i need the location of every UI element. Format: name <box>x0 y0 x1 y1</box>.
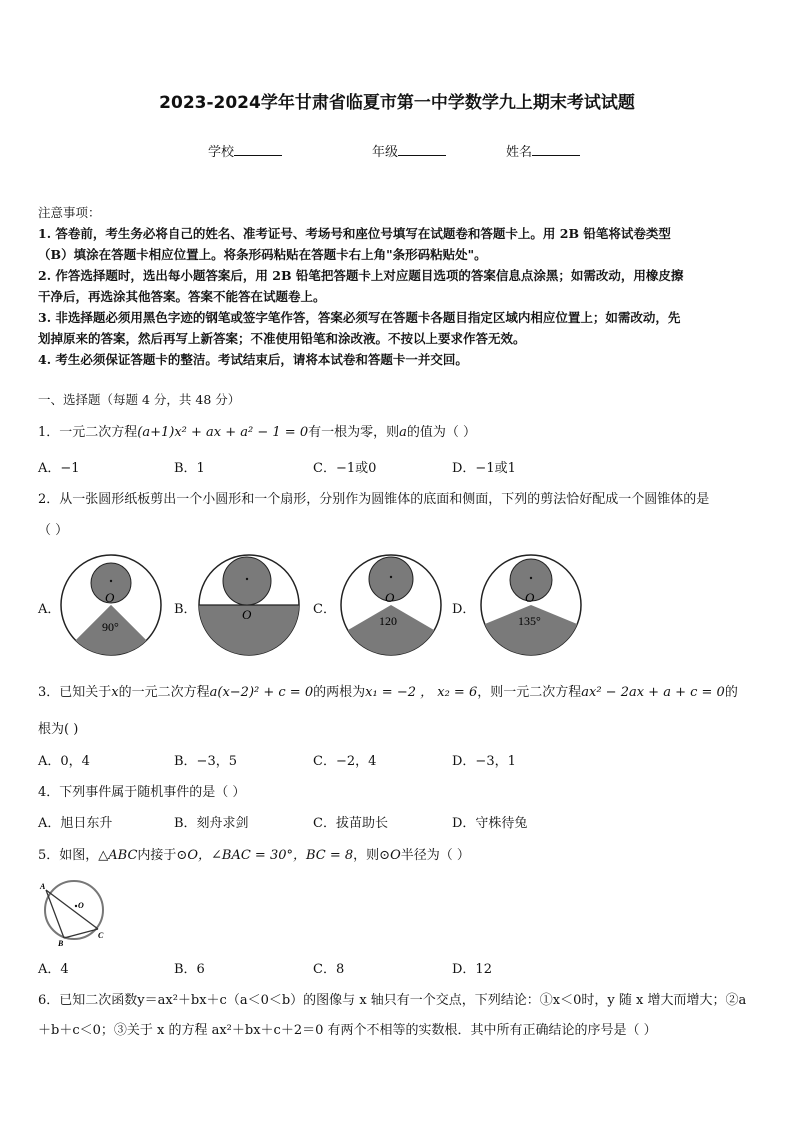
question-5 <box>38 844 470 863</box>
notes-heading: 注意事项： <box>38 205 101 220</box>
q3-mid3: ，则一元二次方程 <box>477 685 582 700</box>
q1-prefix: 1．一元二次方程 <box>38 425 138 440</box>
q3-roots: x₁ = −2 ， x₂ = 6 <box>365 685 478 700</box>
school-field <box>208 141 282 160</box>
name-blank <box>532 143 580 156</box>
school-blank <box>234 143 282 156</box>
note-line: （B）填涂在答题卡相应位置上。将条形码粘贴在答题卡右上角"条形码粘贴处"。 <box>38 247 487 262</box>
name-field <box>506 141 580 160</box>
q3-equation2: ax² − 2ax + a + c = 0 <box>581 685 725 700</box>
question-3 <box>38 681 738 700</box>
q3-option-d[interactable]: D．−3，1 <box>452 754 516 769</box>
q5-label-b: B <box>58 939 64 948</box>
q5-label-a: A <box>40 882 46 891</box>
q5-prefix: 5．如图， <box>38 848 99 863</box>
q1-suffix: 有一根为零，则 <box>308 425 400 440</box>
q3-end: 的 <box>724 685 738 700</box>
question-6-line1: 6．已知二次函数y＝ax²＋bx＋c（a＜0＜b）的图像与 x 轴只有一个交点，下列结论：①x＜0时，y 随 x 增大而增大；②a <box>38 993 747 1008</box>
q5-label-c: C <box>98 931 104 940</box>
q3-equation: a(x−2)² + c = 0 <box>209 685 314 700</box>
note-line: 划掉原来的答案，然后再写上新答案；不准使用铅笔和涂改液。不按以上要求作答无效。 <box>38 331 526 346</box>
q5-option-c[interactable]: C．8 <box>313 962 345 977</box>
q5-o: O <box>187 848 198 863</box>
q1-end: 的值为（ ） <box>406 425 477 440</box>
name-label: 姓名 <box>506 145 533 160</box>
q5-end: 半径为（ ） <box>400 848 470 863</box>
q5-option-a[interactable]: A．4 <box>38 962 69 977</box>
question-2-paren: （ ） <box>38 523 69 538</box>
note-line: 1. 答卷前，考生务必将自己的姓名、准考证号、考场号和座位号填写在试题卷和答题卡上。用 2B 铅笔将试卷类型 <box>38 226 671 241</box>
q5-triangle: △ABC <box>98 848 138 863</box>
section-heading: 一、选择题（每题 4 分，共 48 分） <box>38 392 241 407</box>
q1-option-b[interactable]: B．1 <box>174 461 205 476</box>
note-line: 4. 考生必须保证答题卡的整洁。考试结束后，请将本试卷和答题卡一并交回。 <box>38 352 468 367</box>
q3-option-c[interactable]: C．−2，4 <box>313 754 377 769</box>
q4-option-c[interactable]: C．拔苗助长 <box>313 816 388 831</box>
q3-option-a[interactable]: A．0，4 <box>38 754 90 769</box>
note-line: 3. 非选择题必须用黑色字迹的钢笔或签字笔作答，答案必须写在答题卡各题目指定区域内相应位置上；如需改动，先 <box>38 310 681 325</box>
school-label: 学校 <box>208 145 235 160</box>
q2-figure-a <box>60 553 162 657</box>
q2-d-angle: 135° <box>518 614 541 628</box>
q5-o: O <box>390 848 401 863</box>
q5-mid2: ，则⊙ <box>353 848 391 863</box>
grade-label: 年级 <box>372 145 399 160</box>
q2-b-center-label: O <box>242 607 252 622</box>
q2-figure-b <box>198 553 300 657</box>
q3-prefix: 3．已知关于 <box>38 685 112 700</box>
question-2: 2．从一张圆形纸板剪出一个小圆形和一个扇形，分别作为圆锥体的底面和侧面，下列的剪法恰好配成一个圆锥体的是 <box>38 492 710 507</box>
q5-option-b[interactable]: B．6 <box>174 962 205 977</box>
q2-option-b[interactable]: B． <box>174 602 197 617</box>
q3-option-b[interactable]: B．−3，5 <box>174 754 237 769</box>
q3-mid2: 的两根为 <box>313 685 366 700</box>
q2-c-angle: 120 <box>379 614 397 628</box>
q5-option-d[interactable]: D．12 <box>452 962 492 977</box>
q1-option-d[interactable]: D．−1或1 <box>452 461 516 476</box>
q2-figure-d <box>480 553 582 657</box>
q5-mid: 内接于⊙ <box>137 848 188 863</box>
q4-option-a[interactable]: A．旭日东升 <box>38 816 113 831</box>
q2-figure-c <box>340 553 442 657</box>
q1-option-a[interactable]: A．−1 <box>38 461 80 476</box>
grade-field <box>372 141 446 160</box>
q5-figure <box>38 880 118 948</box>
question-4: 4．下列事件属于随机事件的是（ ） <box>38 785 246 800</box>
q2-a-angle: 90° <box>102 620 119 634</box>
q2-option-a[interactable]: A． <box>38 602 61 617</box>
q1-option-c[interactable]: C．−1或0 <box>313 461 377 476</box>
q3-mid: 的一元二次方程 <box>118 685 210 700</box>
q3-var: x <box>111 685 119 700</box>
note-line: 2. 作答选择题时，选出每小题答案后，用 2B 铅笔把答题卡上对应题目选项的答案信息点涂黑；如需改动，用橡皮擦 <box>38 268 684 283</box>
page-title: 2023-2024学年甘肃省临夏市第一中学数学九上期末考试试题 <box>159 93 635 113</box>
q2-a-center-label: O <box>105 590 115 605</box>
q5-label-o: O <box>78 901 84 910</box>
question-6-line2: ＋b＋c＜0；③关于 x 的方程 ax²＋bx＋c＋2＝0 有两个不相等的实数根．其中所有正确结论的序号是（ ） <box>38 1023 657 1038</box>
q1-var: a <box>399 425 407 440</box>
grade-blank <box>398 143 446 156</box>
note-line: 干净后，再选涂其他答案。答案不能答在试题卷上。 <box>38 289 326 304</box>
q4-option-d[interactable]: D．守株待兔 <box>452 816 528 831</box>
question-3-line2: 根为( ) <box>38 722 79 737</box>
q1-equation: (a+1)x² + ax + a² − 1 = 0 <box>137 425 309 440</box>
q2-d-center-label: O <box>525 590 535 605</box>
q5-condition: ，∠BAC = 30°，BC = 8 <box>198 848 354 863</box>
q4-option-b[interactable]: B．刻舟求剑 <box>174 816 249 831</box>
q2-c-center-label: O <box>385 590 395 605</box>
q2-option-c[interactable]: C． <box>313 602 336 617</box>
question-1 <box>38 421 476 440</box>
q2-option-d[interactable]: D． <box>452 602 476 617</box>
